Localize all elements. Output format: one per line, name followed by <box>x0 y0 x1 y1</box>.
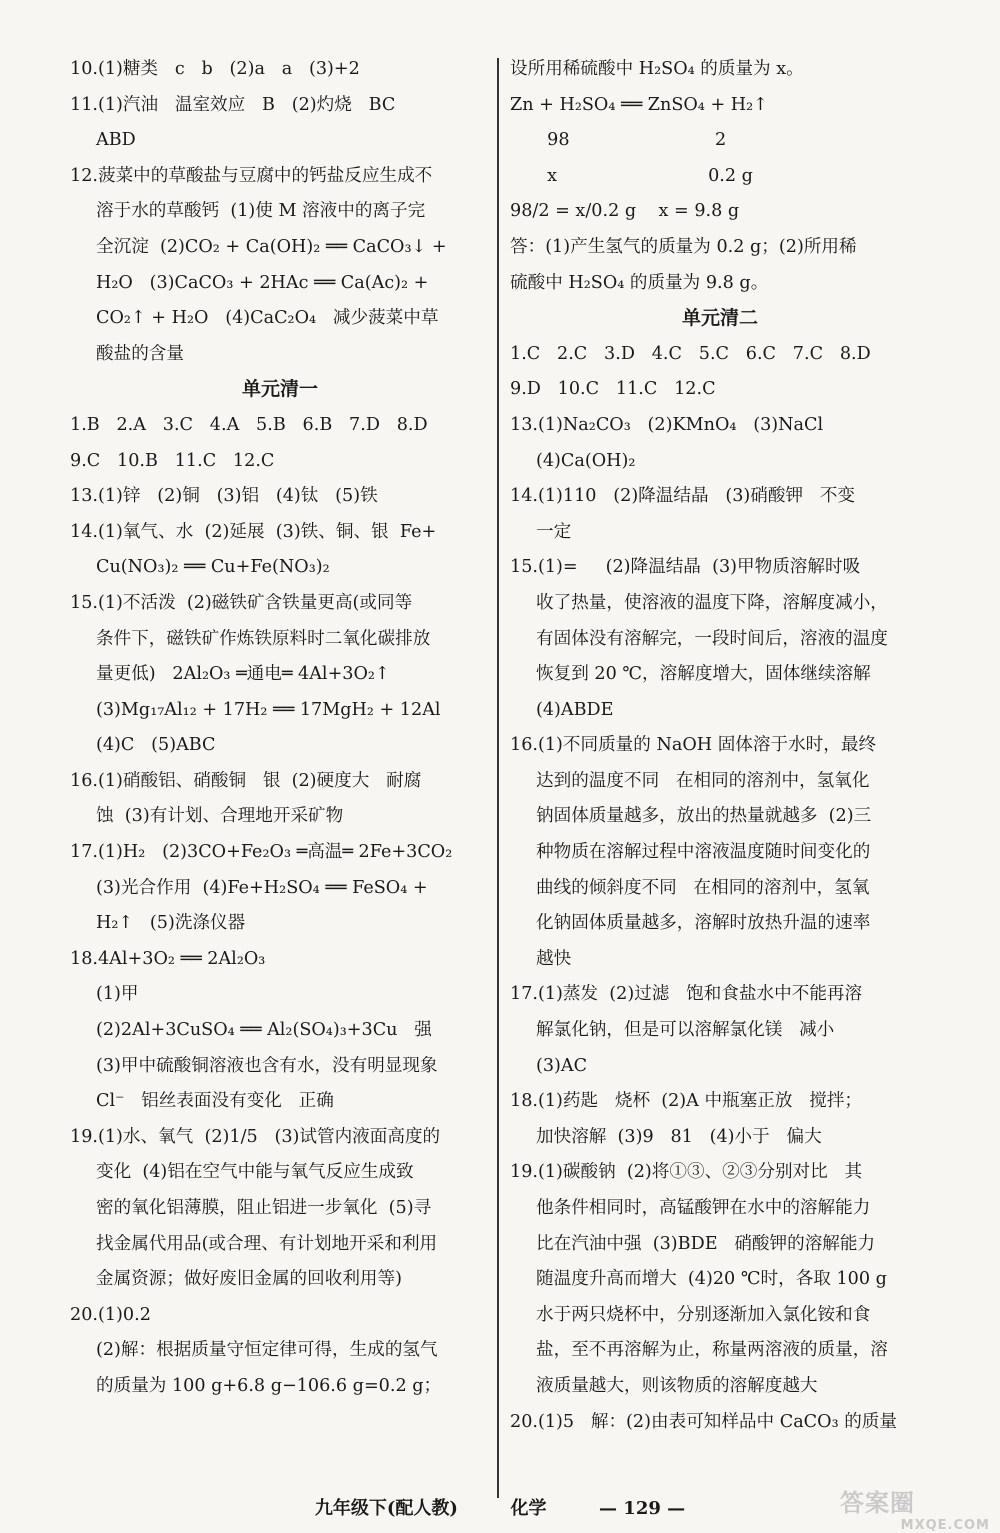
answer-line-continuation: Cl⁻ 铝丝表面没有变化 正确 <box>96 1091 334 1112</box>
answer-line-continuation: 溶于水的草酸钙 (1)使 M 溶液中的离子完 <box>96 201 426 222</box>
answer-line-continuation: (4)ABDE <box>536 699 614 720</box>
answer-line: 13.(1)锌 (2)铜 (3)铝 (4)钛 (5)铁 <box>70 486 378 507</box>
answer-line-continuation: 随温度升高而增大 (4)20 ℃时，各取 100 g <box>536 1269 887 1290</box>
answer-line-continuation: (4)C (5)ABC <box>96 735 216 756</box>
footer-page-number: — 129 — <box>599 1498 686 1519</box>
answer-line: 9.C 10.B 11.C 12.C <box>70 450 275 471</box>
answer-line: 16.(1)不同质量的 NaOH 固体溶于水时，最终 <box>510 735 877 756</box>
right-column <box>510 52 930 1440</box>
answer-line: 11.(1)汽油 温室效应 B (2)灼烧 BC <box>70 94 396 115</box>
answer-line: Zn + H₂SO₄ ══ ZnSO₄ + H₂↑ <box>510 94 768 115</box>
answer-line: 19.(1)碳酸钠 (2)将①③、②③分别对比 其 <box>510 1162 863 1183</box>
answer-line-continuation: 收了热量，使溶液的温度下降，溶解度减小， <box>536 592 888 613</box>
footer-grade: 九年级下(配人教) <box>314 1498 458 1519</box>
answer-line: 9.D 10.C 11.C 12.C <box>510 379 716 400</box>
watermark-logo <box>840 1483 990 1533</box>
answer-line-continuation: 密的氧化铝薄膜，阻止铝进一步氧化 (5)寻 <box>96 1198 432 1218</box>
answer-line: 13.(1)Na₂CO₃ (2)KMnO₄ (3)NaCl <box>510 414 824 435</box>
answer-line: 20.(1)5 解：(2)由表可知样品中 CaCO₃ 的质量 <box>510 1411 897 1432</box>
answer-line-continuation: 加快溶解 (3)9 81 (4)小于 偏大 <box>536 1126 822 1147</box>
answer-line-continuation: 蚀 (3)有计划、合理地开采矿物 <box>96 806 344 827</box>
answer-line: 硫酸中 H₂SO₄ 的质量为 9.8 g。 <box>510 272 769 293</box>
answer-line-continuation: 水于两只烧杯中，分别逐渐加入氯化铵和食 <box>536 1304 871 1325</box>
answer-line-continuation: 金属资源；做好废旧金属的回收利用等) <box>96 1269 402 1290</box>
answer-line: 16.(1)硝酸铝、硝酸铜 银 (2)硬度大 耐腐 <box>70 770 422 791</box>
answer-line-continuation: 越快 <box>536 948 572 969</box>
answer-line-continuation: (2)解：根据质量守恒定律可得，生成的氢气 <box>96 1340 438 1361</box>
answer-line-continuation: 种物质在溶解过程中溶液温度随时间变化的 <box>536 842 871 863</box>
answer-line-continuation: Cu(NO₃)₂ ══ Cu+Fe(NO₃)₂ <box>96 557 330 578</box>
answer-line-continuation: (2)2Al+3CuSO₄ ══ Al₂(SO₄)₃+3Cu 强 <box>96 1020 432 1041</box>
answer-line: 17.(1)蒸发 (2)过滤 饱和食盐水中不能再溶 <box>510 984 863 1005</box>
answer-line-continuation: 有固体没有溶解完，一段时间后，溶液的温度 <box>536 628 888 649</box>
answer-line: 17.(1)H₂ (2)3CO+Fe₂O₃ ═高温═ 2Fe+3CO₂ <box>70 842 453 863</box>
section-heading: 单元清一 <box>241 378 318 401</box>
answer-line: 15.(1)不活泼 (2)磁铁矿含铁量更高(或同等 <box>70 592 413 613</box>
footer-subject: 化学 <box>510 1498 547 1519</box>
answer-line-continuation: 化钠固体质量越多，溶解时放热升温的速率 <box>536 913 871 934</box>
column-divider <box>497 58 499 1498</box>
left-column <box>70 52 490 1405</box>
answer-line: 18.4Al+3O₂ ══ 2Al₂O₃ <box>70 948 266 969</box>
answer-line: 98/2 = x/0.2 g x = 9.8 g <box>510 201 740 222</box>
answer-line-continuation: (4)Ca(OH)₂ <box>536 450 636 471</box>
answer-line: 15.(1)= (2)降温结晶 (3)甲物质溶解时吸 <box>510 557 861 578</box>
answer-line-continuation: 他条件相同时，高锰酸钾在水中的溶解能力 <box>536 1198 871 1218</box>
watermark-logo-text: 答案圈 <box>840 1489 915 1517</box>
watermark-url: MXQE.COM <box>900 1518 990 1533</box>
answer-line-continuation: ABD <box>96 130 136 151</box>
answer-line-continuation: 解氯化钠，但是可以溶解氯化镁 减小 <box>536 1020 835 1041</box>
answer-line-continuation: 盐，至不再溶解为止，称量两溶液的质量，溶 <box>536 1340 888 1361</box>
answer-line-continuation: (3)AC <box>536 1055 588 1076</box>
answer-line-continuation: 全沉淀 (2)CO₂ + Ca(OH)₂ ══ CaCO₃↓ + <box>96 236 447 257</box>
answer-line-continuation: 达到的温度不同 在相同的溶剂中，氢氧化 <box>536 770 870 791</box>
answer-line: 18.(1)药匙 烧杯 (2)A 中瓶塞正放 搅拌； <box>510 1091 862 1112</box>
answer-line-continuation: 找金属代用品(或合理、有计划地开采和利用 <box>96 1233 438 1254</box>
answer-line-continuation: 条件下，磁铁矿作炼铁原料时二氧化碳排放 <box>96 628 431 649</box>
answer-line: 设所用稀硫酸中 H₂SO₄ 的质量为 x。 <box>510 59 804 79</box>
answer-line-continuation: 钠固体质量越多，放出的热量就越多 (2)三 <box>536 806 872 827</box>
answer-line-continuation: CO₂↑ + H₂O (4)CaC₂O₄ 减少菠菜中草 <box>96 308 439 329</box>
answer-line-continuation: 的质量为 100 g+6.8 g−106.6 g=0.2 g； <box>96 1375 442 1396</box>
answer-line-continuation: 一定 <box>536 521 572 542</box>
answer-line-continuation: (3)甲中硫酸铜溶液也含有水，没有明显现象 <box>96 1055 438 1076</box>
answer-line: 答：(1)产生氢气的质量为 0.2 g；(2)所用稀 <box>510 236 857 257</box>
answer-line-continuation: 曲线的倾斜度不同 在相同的溶剂中，氢氧 <box>536 877 870 898</box>
answer-line-continuation: 变化 (4)铝在空气中能与氧气反应生成致 <box>96 1162 414 1183</box>
answer-line: 1.C 2.C 3.D 4.C 5.C 6.C 7.C 8.D <box>510 343 871 364</box>
answer-line-continuation: 量更低) 2Al₂O₃ ═通电═ 4Al+3O₂↑ <box>96 664 390 685</box>
answer-line-continuation: 98 2 <box>536 130 727 151</box>
answer-line-continuation: 比在汽油中强 (3)BDE 硝酸钾的溶解能力 <box>536 1233 876 1254</box>
answer-line-continuation: x 0.2 g <box>536 165 753 186</box>
answer-line-continuation: (3)光合作用 (4)Fe+H₂SO₄ ══ FeSO₄ + <box>96 877 428 898</box>
answer-line: 14.(1)氧气、水 (2)延展 (3)铁、铜、银 Fe+ <box>70 521 437 542</box>
answer-line-continuation: H₂↑ (5)洗涤仪器 <box>96 913 246 934</box>
answer-line-continuation: 液质量越大，则该物质的溶解度越大 <box>536 1375 818 1396</box>
answer-line: 10.(1)糖类 c b (2)a a (3)+2 <box>70 59 360 79</box>
answer-line-continuation: 酸盐的含量 <box>96 343 184 364</box>
section-heading: 单元清二 <box>681 307 758 330</box>
answer-line: 1.B 2.A 3.C 4.A 5.B 6.B 7.D 8.D <box>70 414 428 435</box>
answer-line: 20.(1)0.2 <box>70 1304 151 1325</box>
answer-line-continuation: 恢复到 20 ℃，溶解度增大，固体继续溶解 <box>536 664 871 685</box>
answer-line-continuation: (3)Mg₁₇Al₁₂ + 17H₂ ══ 17MgH₂ + 12Al <box>96 699 441 720</box>
answer-line: 14.(1)110 (2)降温结晶 (3)硝酸钾 不变 <box>510 486 856 507</box>
answer-line-continuation: H₂O (3)CaCO₃ + 2HAc ══ Ca(Ac)₂ + <box>96 272 429 293</box>
answer-line-continuation: (1)甲 <box>96 984 139 1005</box>
answer-line: 12.菠菜中的草酸盐与豆腐中的钙盐反应生成不 <box>70 165 433 186</box>
answer-line: 19.(1)水、氧气 (2)1/5 (3)试管内液面高度的 <box>70 1126 441 1147</box>
